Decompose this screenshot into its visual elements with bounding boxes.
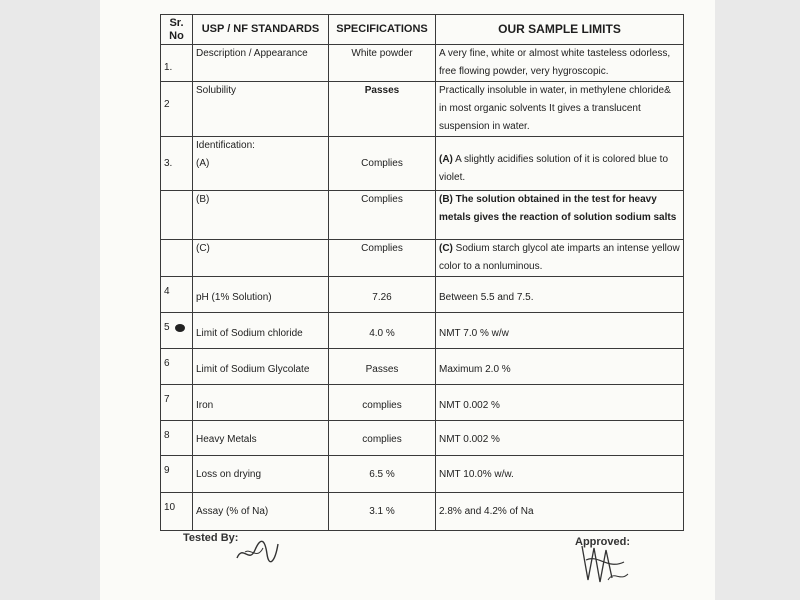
standard-cell: Assay (% of Na)	[193, 493, 329, 531]
sr-cell: 8	[161, 421, 193, 456]
table-row	[161, 191, 684, 240]
sr-cell: 5	[161, 313, 193, 349]
ink-blot	[175, 324, 185, 332]
table-row	[161, 277, 684, 313]
header-row	[161, 15, 684, 45]
spec-cell: White powder	[329, 45, 436, 82]
limits-cell: NMT 0.002 %	[436, 421, 684, 456]
spec-cell: Complies	[329, 240, 436, 277]
standard-cell: Description / Appearance	[193, 45, 329, 82]
standard-cell: Solubility	[193, 82, 329, 137]
identification-sub-a: (A)	[196, 158, 210, 169]
standard-cell: (B)	[193, 191, 329, 240]
sr-cell: 1.	[161, 45, 193, 82]
specification-table	[160, 14, 684, 531]
header-standards: USP / NF STANDARDS	[193, 15, 329, 45]
sr-cell: 4	[161, 277, 193, 313]
limits-prefix: (B)	[439, 194, 453, 205]
spec-cell: 7.26	[329, 277, 436, 313]
limits-cell	[436, 240, 684, 277]
table-row	[161, 493, 684, 531]
table-row	[161, 240, 684, 277]
sr-cell	[161, 191, 193, 240]
limits-text: The solution obtained in the test for heavy metals gives the reaction of solution sodium salts	[439, 194, 677, 223]
limits-prefix: (C)	[439, 243, 453, 254]
spec-cell: 4.0 %	[329, 313, 436, 349]
table-row	[161, 456, 684, 493]
sr-cell: 3.	[161, 137, 193, 191]
sr-cell: 9	[161, 456, 193, 493]
spec-cell: 3.1 %	[329, 493, 436, 531]
standard-cell: Limit of Sodium Glycolate	[193, 349, 329, 385]
limits-cell: 2.8% and 4.2% of Na	[436, 493, 684, 531]
limits-cell	[436, 191, 684, 240]
tested-signature-scribble	[235, 536, 280, 566]
standard-cell: Limit of Sodium chloride	[193, 313, 329, 349]
spec-cell: complies	[329, 385, 436, 421]
limits-text: A slightly acidifies solution of it is colored blue to violet.	[439, 154, 669, 183]
standard-cell: Iron	[193, 385, 329, 421]
standard-cell	[193, 137, 329, 191]
sr-cell: 2	[161, 82, 193, 137]
spec-cell: 6.5 %	[329, 456, 436, 493]
header-sr-no: Sr. No	[161, 15, 193, 45]
table-row	[161, 349, 684, 385]
spec-cell: Complies	[329, 191, 436, 240]
sr-cell: 6	[161, 349, 193, 385]
sr-cell: 7	[161, 385, 193, 421]
standard-cell: (C)	[193, 240, 329, 277]
limits-prefix: (A)	[439, 154, 453, 165]
table-row	[161, 421, 684, 456]
sr-cell	[161, 240, 193, 277]
standard-cell: Loss on drying	[193, 456, 329, 493]
standard-cell: Heavy Metals	[193, 421, 329, 456]
tested-by-label: Tested By:	[183, 532, 239, 544]
header-specifications: SPECIFICATIONS	[329, 15, 436, 45]
limits-cell: Practically insoluble in water, in methylene chloride& in most organic solvents It gives a translucent suspension in water.	[436, 82, 684, 137]
sr-cell: 10	[161, 493, 193, 531]
limits-cell: A very fine, white or almost white tasteless odorless, free flowing powder, very hygroscopic.	[436, 45, 684, 82]
identification-label: Identification:	[196, 140, 255, 151]
limits-cell: NMT 10.0% w/w.	[436, 456, 684, 493]
table-row	[161, 45, 684, 82]
table-row	[161, 385, 684, 421]
spec-cell: Passes	[329, 349, 436, 385]
approved-label: Approved:	[575, 536, 630, 548]
limits-cell: NMT 0.002 %	[436, 385, 684, 421]
table-row	[161, 313, 684, 349]
spec-cell: complies	[329, 421, 436, 456]
limits-cell: Between 5.5 and 7.5.	[436, 277, 684, 313]
spec-cell: Passes	[329, 82, 436, 137]
header-sample-limits: OUR SAMPLE LIMITS	[436, 15, 684, 45]
approved-signature-scribble	[578, 540, 630, 586]
table-row	[161, 137, 684, 191]
limits-cell: NMT 7.0 % w/w	[436, 313, 684, 349]
table-row	[161, 82, 684, 137]
limits-text: Sodium starch glycol ate imparts an intense yellow color to a nonluminous.	[439, 243, 680, 272]
standard-cell: pH (1% Solution)	[193, 277, 329, 313]
spec-cell: Complies	[329, 137, 436, 191]
limits-cell	[436, 137, 684, 191]
limits-cell: Maximum 2.0 %	[436, 349, 684, 385]
